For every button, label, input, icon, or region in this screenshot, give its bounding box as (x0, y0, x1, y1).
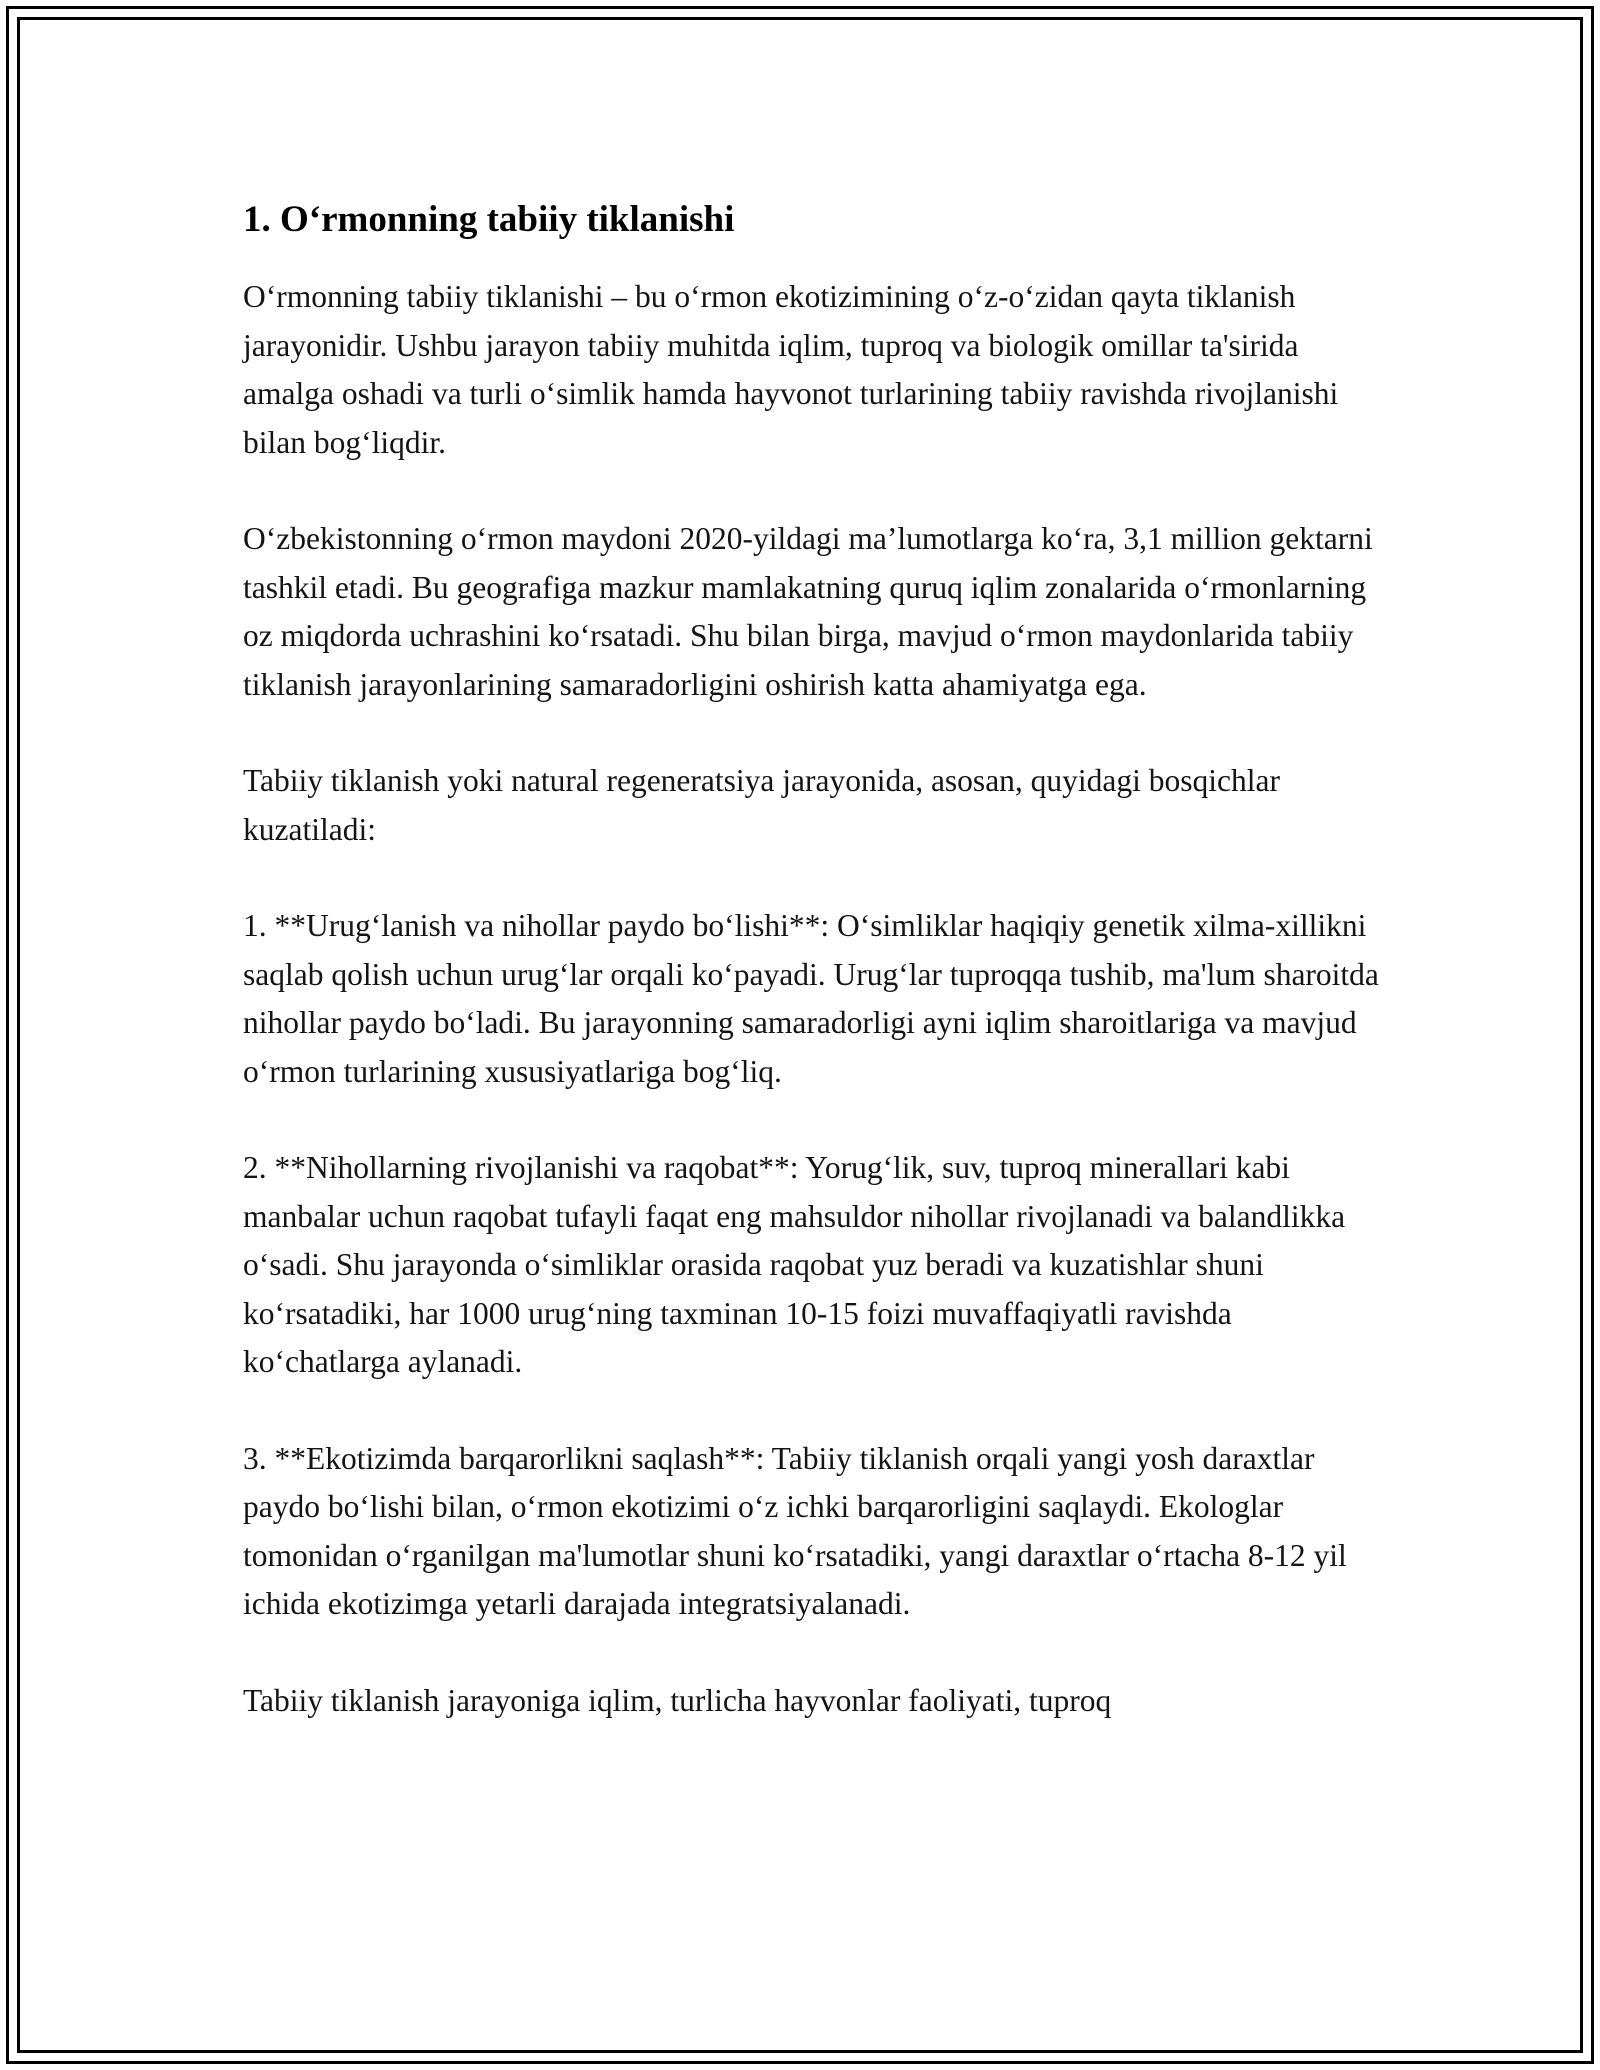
paragraph-stage-1: 1. **Urug‘lanish va nihollar paydo bo‘lishi**: O‘simliklar haqiqiy genetik xilma-xillikni saqlab qolish uchun urug‘lar orqali ko‘payadi. Urug‘lar tuproqqa tushib, ma'lum sharoitda nihollar paydo bo‘ladi. Bu jarayonning samaradorligi ayni iqlim sharoitlariga va mavjud o‘rmon turlarining xususiyatlariga bog‘liq. (243, 908, 1379, 1089)
section-heading: 1. O‘rmonning tabiiy tiklanishi (243, 199, 735, 240)
paragraph-forest-area: O‘zbekistonning o‘rmon maydoni 2020-yildagi ma’lumotlarga ko‘ra, 3,1 million gektarni tashkil etadi. Bu geografiga mazkur mamlakatning quruq iqlim zonalarida o‘rmonlarning oz miqdorda uchrashini ko‘rsatadi. Shu bilan birga, mavjud o‘rmon maydonlarida tabiiy tiklanish jarayonlarining samaradorligini oshirish katta ahamiyatga ega. (243, 521, 1373, 702)
page-border (6, 6, 1594, 2064)
paragraph-intro: O‘rmonning tabiiy tiklanishi – bu o‘rmon ekotizimining o‘z-o‘zidan qayta tiklanish jarayonidir. Ushbu jarayon tabiiy muhitda iqlim, tuproq va biologik omillar ta'sirida amalga oshadi va turli o‘simlik hamda hayvonot turlarining tabiiy ravishda rivojlanishi bilan bog‘liqdir. (243, 279, 1339, 460)
paragraph-stage-2: 2. **Nihollarning rivojlanishi va raqobat**: Yorug‘lik, suv, tuproq minerallari kabi manbalar uchun raqobat tufayli faqat eng mahsuldor nihollar rivojlanadi va balandlikka o‘sadi. Shu jarayonda o‘simliklar orasida raqobat yuz beradi va kuzatishlar shuni ko‘rsatadiki, har 1000 urug‘ning taxminan 10-15 foizi muvaffaqiyatli ravishda ko‘chatlarga aylanadi. (243, 1150, 1346, 1379)
paragraph-factors: Tabiiy tiklanish jarayoniga iqlim, turlicha hayvonlar faoliyati, tuproq (243, 1682, 1112, 1718)
paragraph-stages-intro: Tabiiy tiklanish yoki natural regeneratsiya jarayonida, asosan, quyidagi bosqichlar kuzatiladi: (243, 763, 1280, 847)
document-body (243, 197, 1383, 1773)
paragraph-stage-3: 3. **Ekotizimda barqarorlikni saqlash**: Tabiiy tiklanish orqali yangi yosh daraxtlar paydo bo‘lishi bilan, o‘rmon ekotizimi o‘z ichki barqarorligini saqlaydi. Ekologlar tomonidan o‘rganilgan ma'lumotlar shuni ko‘rsatadiki, yangi daraxtlar o‘rtacha 8-12 yil ichida ekotizimga yetarli darajada integratsiyalanadi. (243, 1440, 1347, 1621)
